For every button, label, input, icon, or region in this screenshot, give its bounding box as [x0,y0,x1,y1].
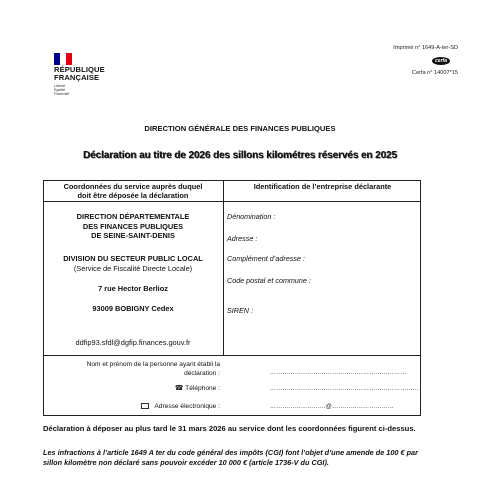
republique-francaise-logo [54,66,105,82]
logo-line-1: RÉPUBLIQUE [54,65,105,74]
street-text: 7 rue Hector Berlioz [98,284,168,293]
service-dir-line-3: DE SEINE-SAINT-DENIS [91,231,175,240]
city-text: 93009 BOBIGNY Cedex [92,304,174,313]
header-service-line-1: Coordonnées du service auprès duquel [63,182,203,191]
imprime-number: Imprimé n° 1649-A-ter-SD [393,45,458,51]
division-line-1: DIVISION DU SECTEUR PUBLIC LOCAL [63,254,203,263]
motto-fraternite: Fraternité [54,92,70,97]
declarant-name-line-2: déclaration : [184,369,220,377]
siren-label: SIREN : [227,306,253,315]
complement-label: Complément d’adresse : [227,254,305,263]
french-flag-logo [54,53,72,65]
code-postal-label: Code postal et commune : [227,276,311,285]
declarant-name-line-1: Nom et prénom de la personne ayant établi la [86,361,220,368]
cerfa-number: Cerfa n° 14007*15 [411,70,458,76]
service-dir-line-1: DIRECTION DÉPARTEMENTALE [76,212,190,221]
denomination-label: Dénomination : [227,212,276,221]
logo-motto [54,84,69,97]
envelope-icon [141,403,149,409]
phone-label: Téléphone : [185,385,220,392]
phone-row-label [48,385,220,394]
email-row-label [48,403,220,412]
adresse-label: Adresse : [227,234,258,243]
service-city [43,304,223,314]
email-label: Adresse électronique : [154,403,220,410]
service-street [43,284,223,294]
declarant-name-field[interactable]: ………………………………………………………… [270,370,407,376]
service-email: ddfip93.sfdl@dgfip.finances.gouv.fr [75,338,191,347]
service-direction [43,212,223,241]
section-divider [43,355,421,356]
cerfa-logo: cerfa [432,57,450,65]
header-divider [43,201,421,202]
service-division [43,254,223,273]
logo-line-2: FRANÇAISE [54,73,100,83]
motto-liberte: Liberté [54,84,65,88]
service-dir-line-2: DES FINANCES PUBLIQUES [82,221,184,231]
header-entreprise: Identification de l’entreprise déclarante [253,182,392,191]
phone-field[interactable]: ……………………………………………………………… [270,386,419,392]
deadline-note: Déclaration à déposer au plus tard le 31 mars 2026 au service dont les coordonnées figurent ci-dessus. [43,424,416,433]
document-title: Déclaration au titre de 2026 des sillons kilométres réservés en 2025 [83,150,397,161]
email-field[interactable]: ………………………@………………………… [270,404,395,410]
header-service-line-2: doit être déposée la déclaration [77,191,189,200]
column-divider [223,180,224,356]
penalty-note: Les infractions à l’article 1649 A ter du code général des impôts (CGI) font l’objet d’une amende de 100 € par sillon kilomètre non déclaré sans pouvoir excéder 10 000 € (article 1736-V du CGI). [43,448,418,467]
motto-egalite: Égalité [54,88,65,93]
direction-title: DIRECTION GÉNÉRALE DES FINANCES PUBLIQUES [144,124,336,133]
phone-icon: ☎ [174,385,184,392]
declarant-name-label [48,361,220,378]
header-service [43,182,223,200]
division-line-2: (Service de Fiscalité Directe Locale) [73,263,193,273]
